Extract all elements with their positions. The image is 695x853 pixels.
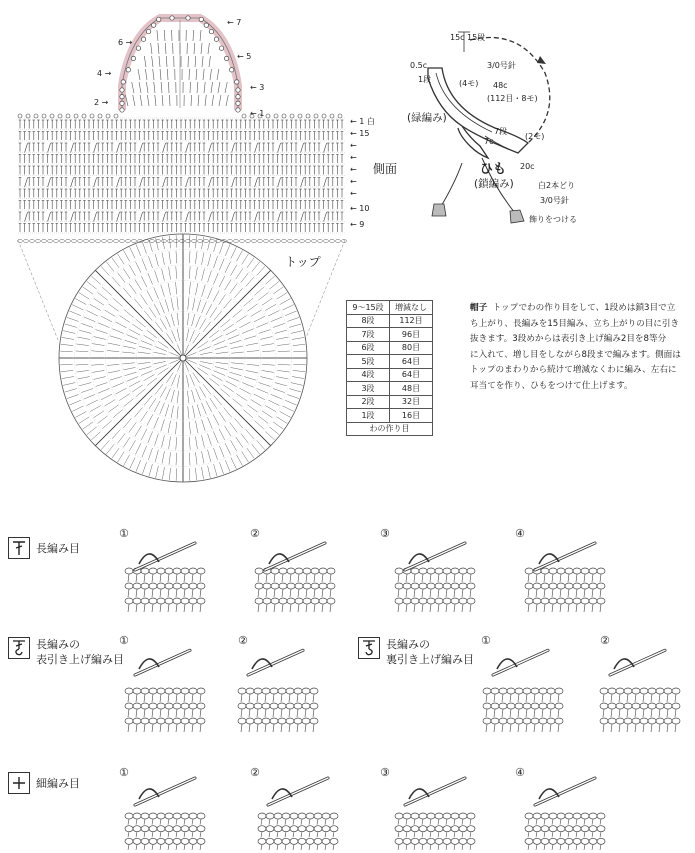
crochet-hook-icon: [610, 650, 665, 675]
label-hook-top: 3/0号針: [487, 61, 516, 70]
label-05c: 0.5c: [410, 61, 428, 70]
step-number: ①: [119, 634, 129, 647]
table-cell: 1段: [347, 409, 390, 423]
edge-row-2: 2 →: [94, 98, 109, 107]
fabric-illustration: [525, 568, 605, 612]
table-cell: 6段: [347, 341, 390, 355]
instruction-line: 耳当てを作り、ひもをつけて仕上げます。: [470, 380, 633, 391]
instructions-title: 帽子: [470, 303, 488, 313]
table-row: [347, 314, 433, 328]
table-cell: 64目: [390, 355, 433, 369]
row-arrow: ←: [350, 153, 357, 162]
legend-label: 細編み目: [36, 776, 80, 790]
crochet-hook-icon: [135, 543, 195, 570]
table-cell: 16目: [390, 409, 433, 423]
label-kusariami: (鎖編み): [474, 178, 514, 190]
instruction-line: トップでわの作り目をして、1段めは鎖3目で立: [492, 303, 676, 313]
table-row: [347, 395, 433, 409]
legend-label: 長編みの: [36, 638, 80, 651]
label-7dan: 7段: [494, 127, 508, 136]
table-row: [347, 422, 433, 436]
crochet-hook-icon: [405, 543, 465, 570]
stitch-count-table: [346, 300, 433, 436]
label-himo: ひも: [480, 162, 507, 177]
table-cell: 32目: [390, 395, 433, 409]
label-15dan: 15段: [467, 33, 486, 42]
side-row-15: ← 15: [350, 129, 370, 138]
table-row: [347, 368, 433, 382]
step-number: ②: [238, 634, 248, 647]
fabric-illustration: [600, 688, 680, 732]
label-2mo: (2モ): [525, 132, 545, 141]
step-number: ①: [119, 766, 129, 779]
crochet-hook-icon: [135, 778, 195, 805]
side-band-chart: [18, 114, 347, 243]
table-cell: 増減なし: [390, 301, 433, 315]
tassel-left: [432, 204, 446, 216]
crochet-hook-icon: [535, 778, 595, 805]
stitch-illustrations: [0, 505, 695, 853]
table-row: [347, 301, 433, 315]
fabric-illustration: [125, 813, 205, 850]
label-112: (112目・8モ): [487, 94, 538, 103]
crochet-hook-icon: [248, 650, 303, 675]
side-row-9: ← 9: [350, 220, 365, 229]
fabric-illustration: [483, 688, 563, 732]
crochet-hook-icon: [265, 543, 325, 570]
side-label: 側面: [373, 162, 398, 176]
label-4mo: (4モ): [459, 79, 479, 88]
fabric-illustration: [525, 813, 605, 850]
step-number: ①: [481, 634, 491, 647]
label-1dan: 1段: [418, 75, 432, 84]
table-cell: 3段: [347, 382, 390, 396]
edge-row-7: ← 7: [227, 18, 242, 27]
crochet-hook-icon: [493, 650, 548, 675]
label-hook-bottom: 3/0号針: [540, 196, 569, 205]
table-row: [347, 382, 433, 396]
label-kazari: 飾りをつける: [529, 215, 577, 224]
table-cell: 64目: [390, 368, 433, 382]
fabric-illustration: [238, 688, 318, 732]
label-white: 白2本どり: [538, 181, 576, 190]
table-cell: 8段: [347, 314, 390, 328]
step-number: ①: [119, 527, 129, 540]
crochet-hook-icon: [535, 543, 595, 570]
label-48c: 48c: [493, 81, 508, 90]
top-label: トップ: [285, 255, 321, 269]
crochet-hook-icon: [405, 778, 465, 805]
table-cell: 48目: [390, 382, 433, 396]
fabric-illustration: [125, 568, 205, 612]
fabric-illustration: [395, 568, 475, 612]
row-arrow: ←: [350, 177, 357, 186]
ear-flap-chart: [120, 16, 240, 112]
label-15c: 15c: [450, 33, 465, 42]
table-cell: 80目: [390, 341, 433, 355]
step-number: ③: [380, 527, 390, 540]
label-midoriami: (緑編み): [407, 112, 447, 124]
top-circle-chart: [59, 234, 307, 482]
edge-row-1: ← 1: [250, 109, 265, 118]
arrow-head: [537, 56, 546, 64]
side-row-10: ← 10: [350, 204, 370, 213]
legend-label: 裏引き上げ編み目: [386, 653, 474, 666]
side-row-1: ← 1 白: [350, 117, 375, 126]
legend-label: 長編み目: [36, 541, 80, 555]
instruction-line: に入れて、増し目をしながら8段まで編みます。側面は: [470, 349, 681, 360]
table-cell: 7段: [347, 328, 390, 342]
table-row: [347, 328, 433, 342]
crochet-hook-icon: [135, 650, 190, 675]
legend-label: 長編みの: [386, 638, 430, 651]
table-cell: 112目: [390, 314, 433, 328]
table-row: [347, 409, 433, 423]
string-left: [440, 163, 462, 208]
table-row: [347, 355, 433, 369]
row-arrow: ←: [350, 189, 357, 198]
edge-row-5: ← 5: [237, 52, 252, 61]
step-number: ④: [515, 527, 525, 540]
step-number: ④: [515, 766, 525, 779]
legend-label: 表引き上げ編み目: [36, 653, 124, 666]
step-number: ②: [250, 766, 260, 779]
label-20c: 20c: [520, 162, 535, 171]
edge-row-4: 4 →: [97, 69, 112, 78]
step-number: ②: [600, 634, 610, 647]
fabric-illustration: [125, 688, 205, 732]
fabric-illustration: [258, 813, 338, 850]
crochet-chart: [0, 0, 360, 495]
row-arrow: ←: [350, 165, 357, 174]
instruction-line: ち上がり、長編みを15目編み、立ち上がりの目に引き: [470, 318, 680, 329]
row-arrow: ←: [350, 141, 357, 150]
tassel-right: [510, 210, 524, 223]
instructions: [470, 301, 692, 394]
step-number: ②: [250, 527, 260, 540]
crochet-hook-icon: [268, 778, 328, 805]
fabric-illustration: [395, 813, 475, 850]
edge-row-3: ← 3: [250, 83, 265, 92]
table-cell: 4段: [347, 368, 390, 382]
instruction-line: 抜きます。3段めからは表引き上げ編み2目を8等分: [470, 334, 667, 344]
table-cell: 5段: [347, 355, 390, 369]
table-cell: 2段: [347, 395, 390, 409]
table-footer: わの作り目: [347, 422, 433, 436]
table-cell: 9〜15段: [347, 301, 390, 315]
label-7c: 7c: [484, 137, 494, 146]
fabric-illustration: [255, 568, 335, 612]
table-row: [347, 341, 433, 355]
edge-row-6: 6 →: [118, 38, 133, 47]
step-number: ③: [380, 766, 390, 779]
instruction-line: トップのまわりから続けて増減なくわに編み、左右に: [470, 365, 677, 375]
table-cell: 96目: [390, 328, 433, 342]
